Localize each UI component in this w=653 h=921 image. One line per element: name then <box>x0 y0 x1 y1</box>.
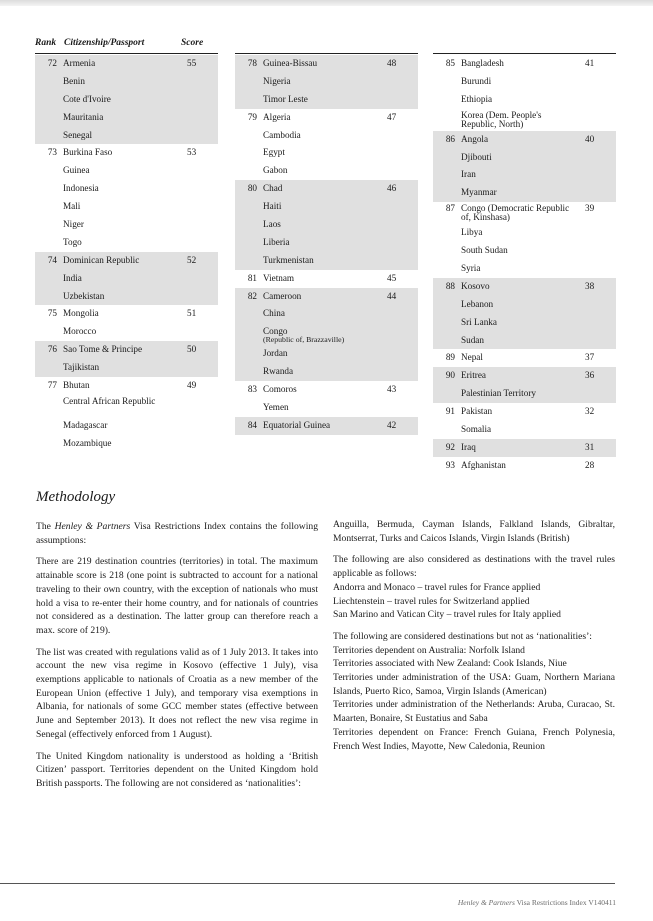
table-row <box>433 349 616 367</box>
methodology-right-column <box>333 518 615 761</box>
table-row <box>433 332 616 350</box>
rank-value: 84 <box>247 419 257 430</box>
rank-group <box>235 417 418 435</box>
country-name: Mauritania <box>63 111 104 122</box>
rank-value: 73 <box>47 147 57 158</box>
rank-value: 83 <box>247 384 257 395</box>
country-name: India <box>63 272 82 283</box>
score-value: 55 <box>187 58 197 68</box>
table-row <box>433 202 616 224</box>
country-name: Cameroon <box>263 290 302 301</box>
table-row <box>35 270 218 288</box>
rank-group <box>35 305 218 341</box>
rank-group <box>433 131 616 203</box>
score-value: 51 <box>187 308 197 319</box>
table-row <box>433 260 616 278</box>
country-name: Kosovo <box>461 280 490 291</box>
rank-group <box>35 252 218 306</box>
table-row <box>35 234 218 252</box>
country-name: Tajikistan <box>63 362 100 373</box>
country-name: Iran <box>461 169 476 180</box>
table-row <box>433 131 616 149</box>
rank-group <box>35 341 218 377</box>
country-name: Armenia <box>63 58 96 68</box>
country-name: Madagascar <box>63 419 108 430</box>
footer-rule <box>0 883 615 884</box>
score-value: 46 <box>387 183 397 194</box>
country-name: Nigeria <box>263 75 291 86</box>
table-row <box>433 421 616 439</box>
rank-value: 86 <box>445 133 455 144</box>
country-name: Niger <box>63 219 84 230</box>
rank-group <box>235 270 418 288</box>
rank-group <box>433 403 616 439</box>
methodology-para-3: The United Kingdom nationality is understood as holding a ‘British Citizen’ passport. Territories dependent on the United Kingdom hold British passports. The following are not considered as ‘nationalities’: <box>36 750 318 789</box>
table-row <box>35 395 218 417</box>
table-row <box>433 91 616 109</box>
country-name: Burkina Faso <box>63 147 113 158</box>
score-value: 37 <box>585 352 595 363</box>
table-row <box>35 55 218 73</box>
country-name: Mongolia <box>63 308 99 319</box>
table-row <box>433 457 616 475</box>
country-name: Gabon <box>263 165 288 176</box>
country-name: China <box>263 308 285 319</box>
score-value: 48 <box>387 58 397 68</box>
country-name: Djibouti <box>461 151 492 162</box>
table-row <box>433 385 616 403</box>
table-row <box>235 91 418 109</box>
table-row <box>433 278 616 296</box>
ranking-column-2 <box>235 53 418 435</box>
table-row <box>235 345 418 363</box>
table-row <box>235 198 418 216</box>
country-name: Laos <box>263 219 281 230</box>
country-name: Myanmar <box>461 187 497 198</box>
score-header: Score <box>181 38 204 48</box>
table-row <box>235 288 418 306</box>
country-name: Algeria <box>263 111 291 122</box>
table-row <box>35 252 218 270</box>
rank-group <box>235 55 418 109</box>
table-row <box>433 242 616 260</box>
table-row <box>35 162 218 180</box>
table-row <box>433 149 616 167</box>
score-value: 31 <box>585 441 595 452</box>
table-row <box>433 55 616 73</box>
country-name: Lebanon <box>461 298 494 309</box>
page-top-edge <box>0 0 653 6</box>
rank-group <box>35 144 218 251</box>
table-row <box>35 417 218 435</box>
score-value: 47 <box>387 111 397 122</box>
rank-value: 72 <box>47 58 57 68</box>
rank-value: 77 <box>47 380 57 391</box>
score-value: 50 <box>187 344 197 355</box>
rank-value: 82 <box>247 290 257 301</box>
rank-value: 75 <box>47 308 57 319</box>
table-row <box>433 73 616 91</box>
country-name: Turkmenistan <box>263 254 314 265</box>
country-name: Haiti <box>263 201 282 212</box>
table-row <box>35 144 218 162</box>
table-header <box>35 38 218 52</box>
score-value: 42 <box>387 419 397 430</box>
country-name: Sao Tome & Principe <box>63 344 143 355</box>
table-row <box>235 73 418 91</box>
country-name: Guinea <box>63 165 90 176</box>
country-name: Dominican Republic <box>63 254 140 265</box>
score-value: 49 <box>187 380 197 391</box>
rank-group <box>433 367 616 403</box>
table-row <box>235 109 418 127</box>
score-value: 38 <box>585 280 595 291</box>
rank-group <box>235 381 418 417</box>
table-row <box>433 296 616 314</box>
country-name: Congo (Republic of, Brazzaville) <box>263 326 345 345</box>
country-name: Bhutan <box>63 380 90 391</box>
score-value: 53 <box>187 147 197 158</box>
table-row <box>433 439 616 457</box>
country-name: Burundi <box>461 75 492 86</box>
country-name: Comoros <box>263 384 297 395</box>
country-name: Congo (Democratic Republic of, Kinshasa) <box>461 203 570 223</box>
table-row <box>433 166 616 184</box>
table-row <box>235 381 418 399</box>
methodology-para-2: The list was created with regulations valid as of 1 July 2013. It takes into account the new visa regime in Kosovo (effective 1 July), visa exemptions applicable to nationals of Croatia as a new member of the European Union (effective 1 July), and temporary visa exemptions in Albania, for nationals of some GCC member states (effective between June and September 2013). It does not reflect the new visa regime in Senegal (effectively enforced from 1 August). <box>36 646 318 740</box>
ranking-column-3 <box>433 53 616 475</box>
citizenship-header: Citizenship/Passport <box>64 38 145 48</box>
rank-header: Rank <box>35 38 57 48</box>
table-row <box>235 162 418 180</box>
country-name: Sri Lanka <box>461 316 497 327</box>
country-name: Egypt <box>263 147 285 158</box>
score-value: 41 <box>585 58 595 68</box>
country-name: Yemen <box>263 402 289 413</box>
table-row <box>35 341 218 359</box>
methodology-para-6: The following are considered destinations but not as ‘nationalities’: Territories dependent on Australia: Norfolk Island Territories associated with New Zealand: Cook Islands, Niue Territories under administration of the USA: Guam, Northern Mariana Islands, Puerto Rico, Samoa, Virgin Islands (American) Territories under administration of the Netherlands: Aruba, Curacao, St. Maarten, Bonaire, St Eustatius and Saba Territories dependent on France: French Guiana, French Polynesia, French West Indies, Mayotte, New Caledonia, Reunion <box>333 630 615 752</box>
table-row <box>35 180 218 198</box>
rank-group <box>433 202 616 278</box>
table-row <box>235 399 418 417</box>
country-name: Angola <box>461 133 489 144</box>
score-value: 32 <box>585 406 595 417</box>
rank-value: 85 <box>445 58 455 68</box>
country-name: Palestinian Territory <box>461 388 536 399</box>
country-name: Ethiopia <box>461 93 493 104</box>
country-name: Vietnam <box>263 272 295 283</box>
table-row <box>235 216 418 234</box>
table-row <box>35 435 218 453</box>
country-name: Nepal <box>461 352 483 363</box>
table-row <box>433 184 616 202</box>
table-row <box>35 377 218 395</box>
table-row <box>433 367 616 385</box>
rank-group <box>235 180 418 269</box>
country-name: Togo <box>63 236 82 247</box>
rank-group <box>433 55 616 131</box>
country-name: Libya <box>461 227 483 238</box>
table-row <box>235 270 418 288</box>
country-name: Jordan <box>263 348 288 359</box>
rank-value: 92 <box>445 441 455 452</box>
rank-value: 78 <box>247 58 257 68</box>
country-name: Pakistan <box>461 406 493 417</box>
rank-group <box>35 55 218 144</box>
country-name: Guinea-Bissau <box>263 58 318 68</box>
table-row <box>235 180 418 198</box>
rank-group <box>235 109 418 181</box>
score-value: 40 <box>585 133 595 144</box>
table-row <box>35 109 218 127</box>
score-value: 52 <box>187 254 197 265</box>
methodology-para-5: The following are also considered as destinations with the travel rules applicable as follows: Andorra and Monaco – travel rules for France applied Liechtenstein – travel rules for Switzerland applied San Marino and Vatican City – travel rules for Italy applied <box>333 554 615 621</box>
table-row <box>35 91 218 109</box>
country-name: Liberia <box>263 236 290 247</box>
country-name: Benin <box>63 75 85 86</box>
rank-group <box>235 288 418 382</box>
rank-value: 93 <box>445 459 455 470</box>
table-row <box>235 305 418 323</box>
country-name: Sudan <box>461 334 484 345</box>
country-name: Afghanistan <box>461 459 506 470</box>
table-row <box>235 144 418 162</box>
table-row <box>235 55 418 73</box>
methodology-left-column <box>36 520 318 799</box>
rank-group <box>433 457 616 475</box>
country-name: Central African Republic <box>63 395 156 406</box>
rank-group <box>433 439 616 457</box>
ranking-column-1 <box>35 53 218 453</box>
table-row <box>35 323 218 341</box>
table-row <box>433 314 616 332</box>
methodology-intro: The Henley & Partners Visa Restrictions Index contains the following assumptions: <box>36 521 318 546</box>
country-name: Timor Leste <box>263 93 308 104</box>
country-name: Iraq <box>461 441 476 452</box>
table-row <box>235 234 418 252</box>
table-row <box>235 417 418 435</box>
score-value: 44 <box>387 290 397 301</box>
country-name: Somalia <box>461 424 492 435</box>
table-row <box>433 403 616 421</box>
country-name: Syria <box>461 263 481 274</box>
rank-value: 87 <box>445 203 455 214</box>
rank-group <box>433 349 616 367</box>
table-row <box>235 127 418 145</box>
rank-value: 79 <box>247 111 257 122</box>
score-value: 39 <box>585 203 595 214</box>
country-name: Chad <box>263 183 283 194</box>
table-row <box>433 224 616 242</box>
country-name: Indonesia <box>63 183 99 194</box>
rank-value: 91 <box>445 406 455 417</box>
table-row <box>35 216 218 234</box>
table-row <box>35 305 218 323</box>
table-row <box>235 363 418 381</box>
methodology-para-1: There are 219 destination countries (territories) in total. The maximum attainable score is 218 (one point is subtracted to account for a national traveling to their own country, with the exception of nationals who must hold a visa to re-enter their home country, and for nationals of countries not considered as a destination. The latter group can therefore reach a max. score of 219). <box>36 556 318 636</box>
rank-value: 88 <box>445 280 455 291</box>
methodology-para-4: Anguilla, Bermuda, Cayman Islands, Falkland Islands, Gibraltar, Montserrat, Turks and Caicos Islands, Virgin Islands (British) <box>333 519 615 544</box>
country-name: Korea (Dem. People's Republic, North) <box>461 109 542 129</box>
score-value: 43 <box>387 384 397 395</box>
country-name: Morocco <box>63 326 97 337</box>
country-name: Senegal <box>63 129 93 140</box>
rank-value: 90 <box>445 370 455 381</box>
score-value: 36 <box>585 370 595 381</box>
footer: Henley & Partners Visa Restrictions Index V140411 <box>457 898 616 907</box>
table-row <box>235 252 418 270</box>
rank-value: 74 <box>47 254 57 265</box>
rank-value: 76 <box>47 344 57 355</box>
country-name: Eritrea <box>461 370 486 381</box>
table-row <box>35 359 218 377</box>
country-name: Uzbekistan <box>63 290 105 301</box>
score-value: 28 <box>585 459 595 470</box>
table-row <box>433 109 616 131</box>
country-name: Rwanda <box>263 366 294 377</box>
methodology-title: Methodology <box>36 489 116 505</box>
table-row <box>235 323 418 345</box>
country-name: South Sudan <box>461 245 508 256</box>
country-name: Mozambique <box>63 437 112 448</box>
country-name: Mali <box>63 201 81 212</box>
country-name: Bangladesh <box>461 58 504 68</box>
rank-value: 81 <box>247 272 257 283</box>
table-row <box>35 288 218 306</box>
score-value: 45 <box>387 272 397 283</box>
table-row <box>35 198 218 216</box>
country-name: Cambodia <box>263 129 301 140</box>
rank-value: 80 <box>247 183 257 194</box>
rank-group <box>433 278 616 350</box>
country-name: Equatorial Guinea <box>263 419 331 430</box>
table-row <box>35 73 218 91</box>
rank-value: 89 <box>445 352 455 363</box>
table-row <box>35 127 218 145</box>
rank-group <box>35 377 218 453</box>
country-name: Cote d'Ivoire <box>63 93 111 104</box>
